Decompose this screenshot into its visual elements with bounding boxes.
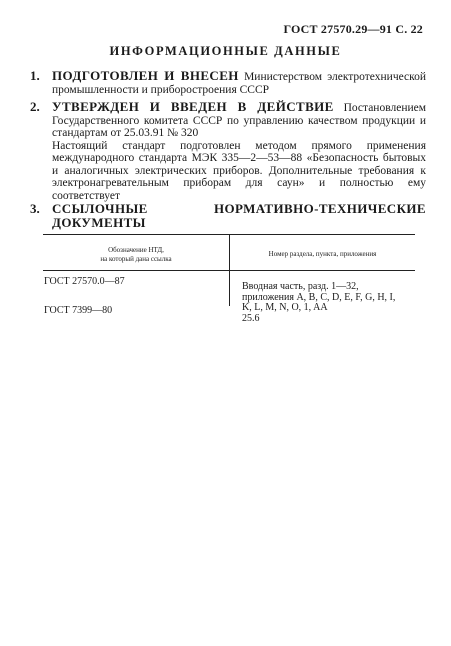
table-row-doc: ГОСТ 7399—80 [44,305,113,316]
section-number: 2. [30,99,40,114]
section-number: 1. [30,68,40,83]
table-header-ref: Номер раздела, пункта, приложения [268,250,377,258]
section-caption: ПОДГОТОВЛЕН И ВНЕСЕН [52,68,239,83]
section-2 [30,101,426,202]
section-number: 3. [30,201,40,216]
table-row-doc: ГОСТ 27570.0—87 [44,276,125,287]
reference-table [43,234,415,271]
table-row-ref: Вводная часть, разд. 1—32, приложения А, В, С, D, E, F, G, H, I, K, L, M, N, O, 1, AA 25.6 [242,281,396,324]
page-header: ГОСТ 27570.29—91 С. 22 [283,22,423,36]
section-paragraph: Настоящий стандарт подготовлен методом прямого применения международного стандарта МЭК 335—2—53—88 «Безопасность бытовых и аналогичных электрических приборов. Дополнительные требования к электронагревательным приборам для саун» и полностью ему соответствует [52,139,426,202]
table-header-doc: Обозначение НТД, на который дана ссылка [100,246,172,263]
section-text: Министерством электротехнической промышленности и приборостроения СССР [52,71,427,96]
table-divider [229,270,230,306]
section-caption: УТВЕРЖДЕН И ВВЕДЕН В ДЕЙСТВИЕ [52,99,334,114]
section-text: Постановлением Государственного комитета СССР по управлению качеством продукции и стандартам от 25.03.91 № 320 [52,102,427,139]
section-caption: ССЫЛОЧНЫЕ НОРМАТИВНО-ТЕХНИЧЕСКИЕ ДОКУМЕНТЫ [52,201,426,230]
section-1 [30,70,426,96]
page-title: ИНФОРМАЦИОННЫЕ ДАННЫЕ [109,44,342,58]
section-3 [30,203,426,230]
